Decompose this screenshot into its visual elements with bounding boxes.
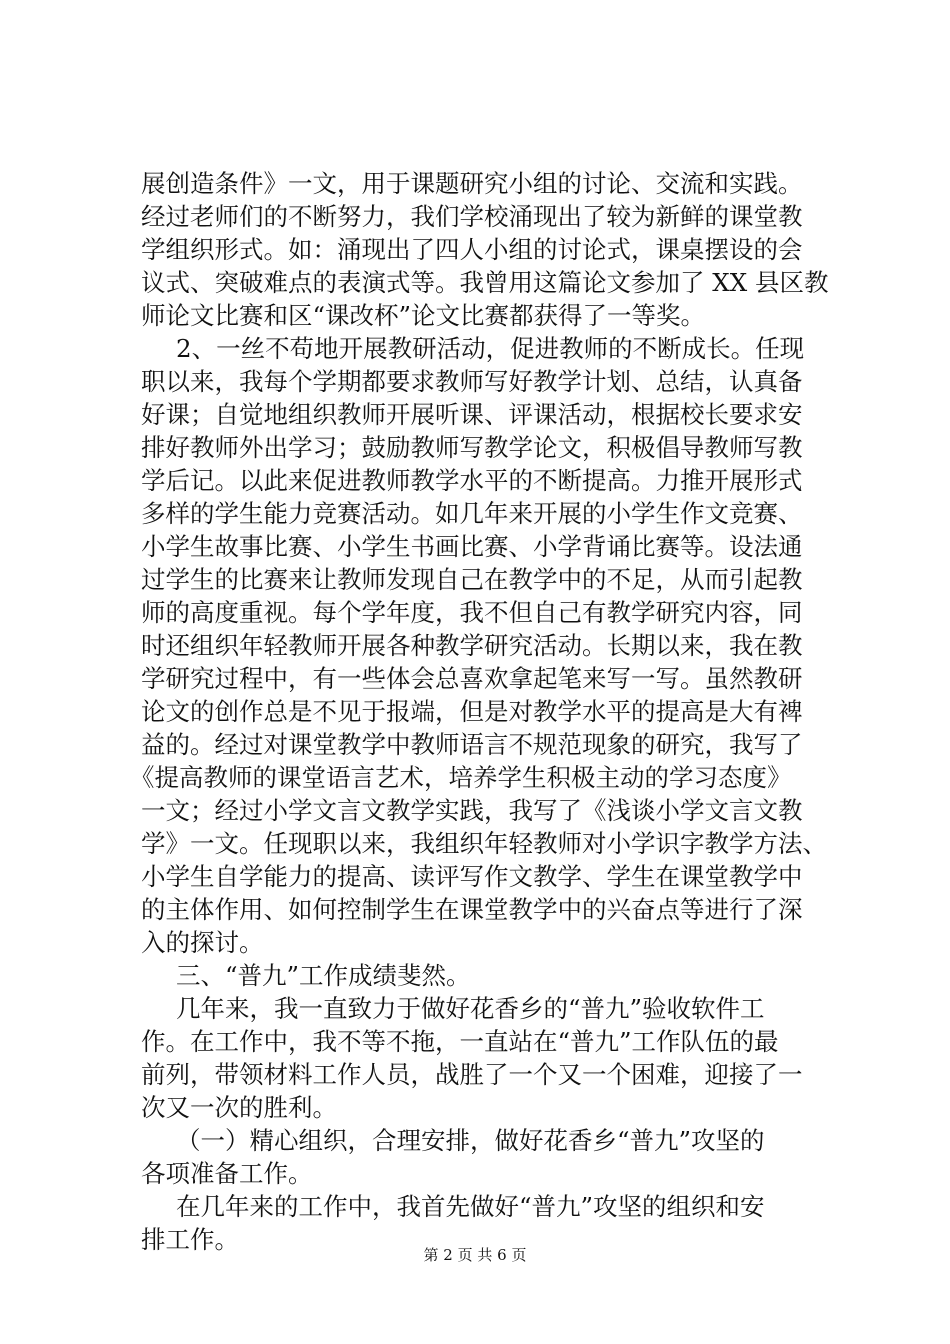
text-line: 次又一次的胜利。	[141, 1093, 337, 1122]
text-line: 各项准备工作。	[141, 1159, 313, 1188]
page-number-footer: 第 2 页 共 6 页	[423, 1246, 527, 1264]
text-line: 小学生故事比赛、小学生书画比赛、小学背诵比赛等。设法通	[141, 532, 803, 561]
text-line: 学》一文。任现职以来，我组织年轻教师对小学识字教学方法、	[141, 829, 827, 858]
text-line: 议式、突破难点的表演式等。我曾用这篇论文参加了 XX 县区教	[141, 268, 829, 297]
text-line: 职以来，我每个学期都要求教师写好教学计划、总结，认真备	[141, 367, 803, 396]
text-line: 经过老师们的不断努力，我们学校涌现出了较为新鲜的课堂教	[141, 202, 803, 231]
text-line: 前列，带领材料工作人员，战胜了一个又一个困难，迎接了一	[141, 1060, 803, 1089]
text-line: 2、一丝不苟地开展教研活动，促进教师的不断成长。任现	[176, 334, 805, 363]
text-line: 小学生自学能力的提高、读评写作文教学、学生在课堂教学中	[141, 862, 803, 891]
text-line: 学组织形式。如：涌现出了四人小组的讨论式，课桌摆设的会	[141, 235, 803, 264]
text-line: 益的。经过对课堂教学中教师语言不规范现象的研究，我写了	[141, 730, 803, 759]
subsection-heading: （一）精心组织，合理安排，做好花香乡“普九”攻坚的	[176, 1126, 765, 1155]
text-line: 时还组织年轻教师开展各种教学研究活动。长期以来，我在教	[141, 631, 803, 660]
text-line: 多样的学生能力竞赛活动。如几年来开展的小学生作文竞赛、	[141, 499, 803, 528]
text-line: 好课；自觉地组织教师开展听课、评课活动，根据校长要求安	[141, 400, 803, 429]
text-line: 《提高教师的课堂语言艺术，培养学生积极主动的学习态度》	[130, 763, 792, 792]
section-heading: 三、“普九”工作成绩斐然。	[176, 961, 471, 990]
text-line: 师的高度重视。每个学年度，我不但自己有教学研究内容，同	[141, 598, 803, 627]
text-line: 在几年来的工作中，我首先做好“普九”攻坚的组织和安	[176, 1192, 765, 1221]
text-line: 学研究过程中，有一些体会总喜欢拿起笔来写一写。虽然教研	[141, 664, 803, 693]
text-line: 过学生的比赛来让教师发现自己在教学中的不足，从而引起教	[141, 565, 803, 594]
text-line: 学后记。以此来促进教师教学水平的不断提高。力推开展形式	[141, 466, 803, 495]
text-line: 几年来，我一直致力于做好花香乡的“普九”验收软件工	[176, 994, 765, 1023]
text-line: 排好教师外出学习；鼓励教师写教学论文，积极倡导教师写教	[141, 433, 803, 462]
text-line: 入的探讨。	[141, 928, 264, 957]
text-line: 排工作。	[141, 1225, 239, 1254]
text-line: 论文的创作总是不见于报端，但是对教学水平的提高是大有裨	[141, 697, 803, 726]
text-line: 的主体作用、如何控制学生在课堂教学中的兴奋点等进行了深	[141, 895, 803, 924]
text-line: 师论文比赛和区“课改杯”论文比赛都获得了一等奖。	[141, 301, 706, 330]
text-line: 展创造条件》一文，用于课题研究小组的讨论、交流和实践。	[141, 169, 803, 198]
text-line: 一文；经过小学文言文教学实践，我写了《浅谈小学文言文教	[141, 796, 803, 825]
text-line: 作。在工作中，我不等不拖，一直站在“普九”工作队伍的最	[141, 1027, 779, 1056]
